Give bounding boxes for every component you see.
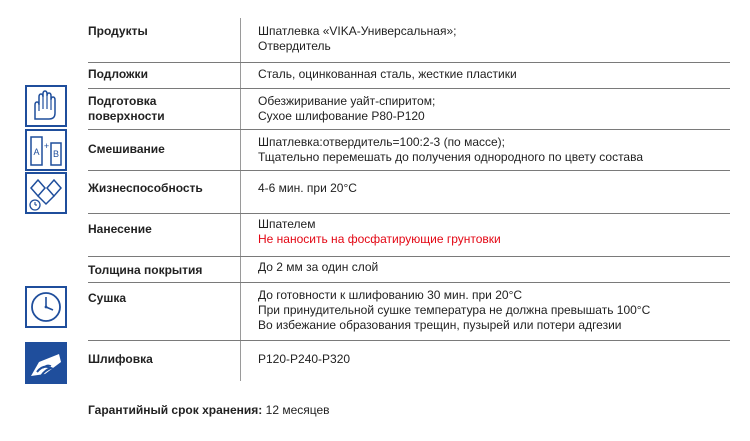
shelf-life-value: 12 месяцев	[265, 403, 330, 417]
column-divider	[240, 171, 241, 213]
row-label: Шлифовка	[88, 352, 153, 366]
gloved-hand-icon	[25, 85, 67, 127]
row-label: Подложки	[88, 67, 148, 81]
shelf-life-note	[88, 403, 330, 418]
column-divider	[240, 18, 241, 62]
column-divider	[240, 283, 241, 340]
shelf-life-label: Гарантийный срок хранения:	[88, 403, 263, 417]
label-line: поверхности	[88, 109, 165, 123]
clock-icon	[25, 286, 67, 328]
warning-line: Не наносить на фосфатирующие грунтовки	[258, 232, 501, 246]
column-divider	[240, 214, 241, 256]
row-label: Сушка	[88, 291, 127, 305]
value-line: Шпатлевка «VIKA-Универсальная»;	[258, 24, 457, 38]
row-surface-preparation	[0, 89, 750, 129]
row-value: Р120-Р240-Р320	[258, 352, 351, 366]
row-label: Толщина покрытия	[88, 263, 203, 277]
value-line: Сухое шлифование Р80-Р120	[258, 109, 425, 123]
value-line: Шпатлевка:отвердитель=100:2-3 (по массе);	[258, 135, 505, 149]
row-value: 4-6 мин. при 20°С	[258, 181, 357, 195]
value-line: Во избежание образования трещин, пузырей или потери адгезии	[258, 318, 622, 332]
row-label: Нанесение	[88, 222, 152, 236]
svg-text:+: +	[43, 141, 50, 151]
row-label: Жизнеспособность	[88, 181, 203, 195]
row-sanding	[0, 341, 750, 381]
row-value	[258, 24, 728, 54]
column-divider	[240, 341, 241, 381]
row-mixing	[0, 130, 750, 170]
row-label: Смешивание	[88, 142, 165, 156]
value-line: Тщательно перемешать до получения однородного по цвету состава	[258, 150, 644, 164]
pot-life-icon	[25, 172, 67, 214]
value-line: Шпателем	[258, 217, 316, 231]
row-value: До 2 мм за один слой	[258, 260, 379, 274]
row-value: Сталь, оцинкованная сталь, жесткие пластики	[258, 67, 517, 81]
value-line: До готовности к шлифованию 30 мин. при 20°С	[258, 288, 523, 302]
value-line: При принудительной сушке температура не должна превышать 100°С	[258, 303, 651, 317]
row-pot-life	[0, 171, 750, 213]
row-value	[258, 217, 728, 247]
sanding-block-icon	[25, 342, 67, 384]
column-divider	[240, 257, 241, 282]
row-value	[258, 135, 728, 165]
svg-text:A: A	[33, 147, 40, 157]
row-application	[0, 214, 750, 256]
column-divider	[240, 63, 241, 88]
row-drying	[0, 283, 750, 340]
row-label: Продукты	[88, 24, 148, 38]
column-divider	[240, 130, 241, 170]
row-label	[88, 94, 238, 124]
row-products	[0, 18, 750, 62]
row-coating-thickness	[0, 257, 750, 282]
svg-text:B: B	[52, 149, 60, 159]
row-substrates	[0, 63, 750, 88]
label-line: Подготовка	[88, 94, 157, 108]
column-divider	[240, 89, 241, 129]
row-value	[258, 288, 728, 333]
row-value	[258, 94, 728, 124]
value-line: Отвердитель	[258, 39, 331, 53]
value-line: Обезжиривание уайт-спиритом;	[258, 94, 436, 108]
mixing-a-plus-b-icon	[25, 129, 67, 171]
